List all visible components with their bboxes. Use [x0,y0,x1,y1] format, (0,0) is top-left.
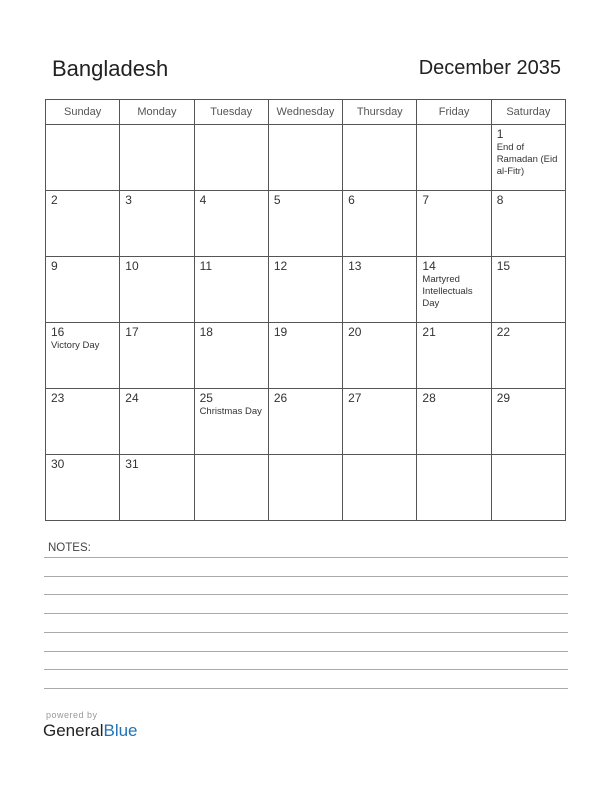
day-cell [491,389,565,455]
day-cell [46,455,120,521]
note-line [44,632,568,633]
note-line [44,594,568,595]
day-cell [417,455,491,521]
day-cell [194,455,268,521]
day-number: 6 [348,193,355,207]
weekday-header: Thursday [343,100,417,125]
day-cell [120,257,194,323]
weekday-header: Monday [120,100,194,125]
weekday-header: Sunday [46,100,120,125]
day-cell [46,323,120,389]
day-number: 9 [51,259,58,273]
day-number: 27 [348,391,362,405]
day-number: 10 [125,259,139,273]
day-cell [417,389,491,455]
week-row [46,257,566,323]
day-cell [417,125,491,191]
day-number: 28 [422,391,436,405]
day-cell [491,191,565,257]
brand-logo[interactable] [43,721,138,741]
calendar-grid [45,99,566,521]
day-number: 29 [496,391,511,405]
month-title: December 2035 [418,57,561,79]
day-number: 16 [51,325,65,339]
day-number: 31 [125,457,139,471]
day-number: 3 [125,193,132,207]
day-number: 11 [199,259,213,273]
day-cell [46,191,120,257]
weekday-header: Friday [417,100,491,125]
note-line [44,669,568,670]
brand-part2: Blue [103,721,138,740]
weekday-header: Saturday [491,100,565,125]
day-cell [343,125,417,191]
country-title: Bangladesh [52,56,169,81]
day-cell [491,455,565,521]
week-row [46,455,566,521]
day-cell [120,323,194,389]
day-cell [417,257,491,323]
day-number: 2 [51,193,58,207]
day-cell [120,191,194,257]
day-cell [194,125,268,191]
day-cell [194,191,268,257]
day-cell [268,323,342,389]
day-cell [417,191,491,257]
note-line [44,651,568,652]
day-cell [46,257,120,323]
day-number: 4 [199,193,207,207]
day-cell [343,455,417,521]
day-number: 19 [273,325,288,339]
day-number: 24 [125,391,139,405]
day-number: 15 [496,259,511,273]
weekday-header: Tuesday [194,100,268,125]
day-number: 18 [199,325,213,339]
day-cell [268,257,342,323]
note-line [44,688,568,689]
day-number: 12 [273,259,288,273]
day-number: 23 [51,391,65,405]
week-row [46,125,566,191]
day-cell [268,455,342,521]
weekday-header-row [46,100,566,125]
day-cell [491,125,565,191]
day-number: 8 [496,193,504,207]
day-cell [343,323,417,389]
day-cell [120,125,194,191]
day-cell [343,191,417,257]
day-cell [268,191,342,257]
holiday-label: Martyred Intellectuals Day [422,274,473,309]
day-cell [194,323,268,389]
day-number: 1 [496,127,504,141]
day-number: 20 [348,325,362,339]
week-row [46,323,566,389]
day-number: 25 [199,391,213,405]
powered-by-text: powered by [46,710,98,720]
day-cell [343,257,417,323]
day-number: 13 [348,259,362,273]
week-row [46,389,566,455]
day-cell [46,125,120,191]
day-cell [491,323,565,389]
day-cell [268,389,342,455]
day-cell [194,389,268,455]
note-line [44,576,568,577]
brand-part1: General [43,721,104,740]
day-number: 26 [273,391,288,405]
day-cell [268,125,342,191]
day-number: 14 [422,259,436,273]
weekday-header: Wednesday [268,100,342,125]
holiday-label: Christmas Day [199,406,262,417]
day-number: 17 [125,325,139,339]
holiday-label: Victory Day [51,340,100,351]
day-number: 21 [422,325,436,339]
day-number: 5 [273,193,281,207]
week-row [46,191,566,257]
note-line [44,613,568,614]
notes-label: NOTES: [48,542,91,554]
note-line [44,557,568,558]
day-cell [120,455,194,521]
day-number: 7 [422,193,430,207]
day-cell [417,323,491,389]
day-number: 22 [496,325,511,339]
day-cell [491,257,565,323]
day-cell [194,257,268,323]
day-cell [343,389,417,455]
day-number: 30 [51,457,65,471]
holiday-label: End of Ramadan (Eid al-Fitr) [496,142,558,177]
day-cell [46,389,120,455]
day-cell [120,389,194,455]
